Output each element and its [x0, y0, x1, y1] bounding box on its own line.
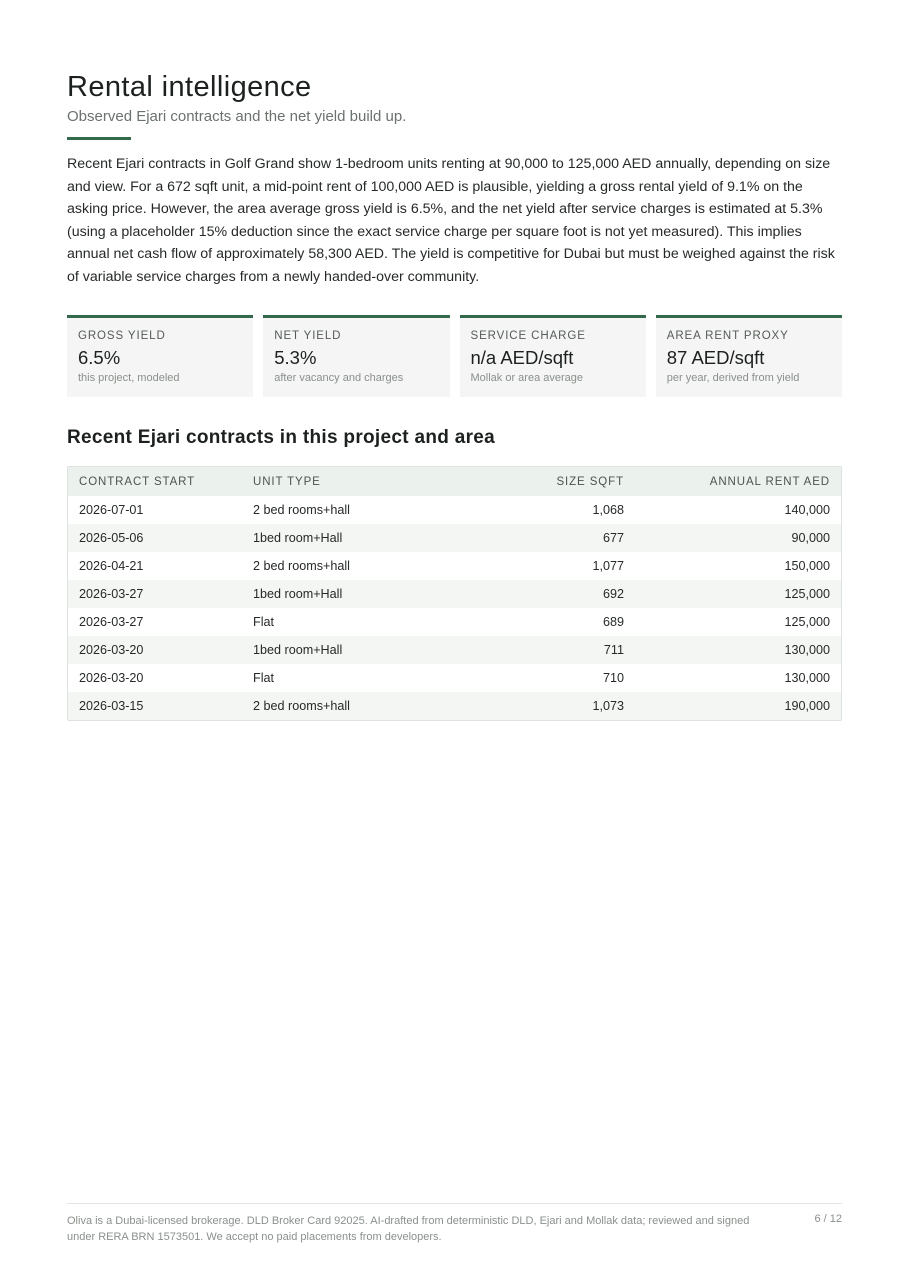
footer-disclaimer: Oliva is a Dubai-licensed brokerage. DLD Broker Card 92025. AI-drafted from deterministic DLD, Ejari and Mollak data; reviewed and signed under RERA BRN 1573501. We accept no paid placements from developers. [67, 1215, 750, 1243]
cell-size-sqft: 711 [462, 636, 635, 664]
cell-contract-start: 2026-05-06 [68, 524, 242, 552]
cell-contract-start: 2026-03-27 [68, 580, 242, 608]
page-subtitle: Observed Ejari contracts and the net yield build up. [67, 108, 407, 125]
cell-unit-type: 2 bed rooms+hall [253, 503, 350, 517]
contracts-section-title: Recent Ejari contracts in this project and area [67, 427, 496, 448]
column-header-unit-type: UNIT TYPE [242, 467, 462, 496]
metric-note: Mollak or area average [470, 372, 584, 384]
metric-label: SERVICE CHARGE [470, 330, 586, 342]
cell-annual-rent: 125,000 [635, 580, 841, 608]
cell-unit-type: Flat [253, 671, 274, 685]
cell-contract-start: 2026-03-20 [68, 636, 242, 664]
metric-cards [67, 315, 842, 397]
cell-annual-rent: 125,000 [784, 615, 830, 629]
metric-value: 6.5% [78, 347, 121, 368]
cell-unit-type: 1bed room+Hall [242, 524, 462, 552]
page-number: 6 / 12 [814, 1213, 842, 1225]
cell-annual-rent: 190,000 [635, 692, 841, 720]
table-row [68, 496, 841, 524]
page-title: Rental intelligence [67, 71, 312, 103]
contracts-table [67, 466, 842, 721]
cell-annual-rent: 130,000 [635, 636, 841, 664]
cell-annual-rent: 130,000 [784, 671, 830, 685]
metric-card-area-rent-proxy [656, 315, 842, 397]
table-row [68, 552, 841, 580]
column-header-contract-start: CONTRACT START [68, 467, 242, 496]
report-page [67, 0, 842, 1287]
cell-unit-type: 1bed room+Hall [242, 636, 462, 664]
metric-note: this project, modeled [78, 372, 180, 384]
metric-card-gross-yield [67, 315, 253, 397]
table-row [68, 692, 841, 720]
metric-card-service-charge [460, 315, 646, 397]
cell-contract-start: 2026-07-01 [79, 503, 144, 517]
accent-divider [67, 137, 131, 140]
table-row [68, 524, 841, 552]
table-row [68, 636, 841, 664]
cell-size-sqft: 689 [602, 615, 624, 629]
cell-annual-rent: 140,000 [784, 503, 830, 517]
cell-size-sqft: 692 [462, 580, 635, 608]
cell-size-sqft: 1,077 [592, 559, 624, 573]
metric-label: AREA RENT PROXY [666, 330, 789, 342]
metric-note: per year, derived from yield [666, 372, 800, 384]
table-row [68, 664, 841, 692]
cell-contract-start: 2026-03-15 [68, 692, 242, 720]
cell-size-sqft: 710 [602, 671, 624, 685]
cell-contract-start: 2026-03-27 [79, 615, 144, 629]
cell-unit-type: 2 bed rooms+hall [253, 559, 350, 573]
footer-divider [67, 1203, 842, 1204]
cell-unit-type: 2 bed rooms+hall [242, 692, 462, 720]
metric-label: NET YIELD [274, 330, 342, 342]
cell-unit-type: 1bed room+Hall [242, 580, 462, 608]
metric-value: 87 AED/sqft [666, 347, 765, 368]
metric-card-net-yield [263, 315, 449, 397]
cell-unit-type: Flat [253, 615, 274, 629]
column-header-size-sqft: SIZE SQFT [462, 467, 635, 496]
metric-value: 5.3% [274, 347, 317, 368]
table-header-row [68, 467, 841, 496]
metric-value: n/a AED/sqft [470, 347, 574, 368]
cell-size-sqft: 1,068 [592, 503, 624, 517]
column-header-annual-rent: ANNUAL RENT AED [635, 467, 841, 496]
table-row [68, 580, 841, 608]
cell-size-sqft: 1,073 [462, 692, 635, 720]
table-row [68, 608, 841, 636]
cell-annual-rent: 90,000 [635, 524, 841, 552]
cell-size-sqft: 677 [462, 524, 635, 552]
summary-paragraph: Recent Ejari contracts in Golf Grand show 1-bedroom units renting at 90,000 to 125,000 AED annually, depending on size and view. For a 672 sqft unit, a mid-point rent of 100,000 AED is plausible, yielding a gross rental yield of 9.1% on the asking price. However, the area average gross yield is 6.5%, and the net yield after service charges is estimated at 5.3% (using a placeholder 15% deduction since the exact service charge per square foot is not yet measured). This implies annual net cash flow of approximately 58,300 AED. The yield is competitive for Dubai but must be weighed against the risk of variable service charges from a newly handed-over community. [67, 156, 835, 285]
cell-annual-rent: 150,000 [784, 559, 830, 573]
cell-contract-start: 2026-03-20 [79, 671, 144, 685]
metric-label: GROSS YIELD [78, 330, 166, 342]
cell-contract-start: 2026-04-21 [79, 559, 144, 573]
metric-note: after vacancy and charges [274, 372, 404, 384]
